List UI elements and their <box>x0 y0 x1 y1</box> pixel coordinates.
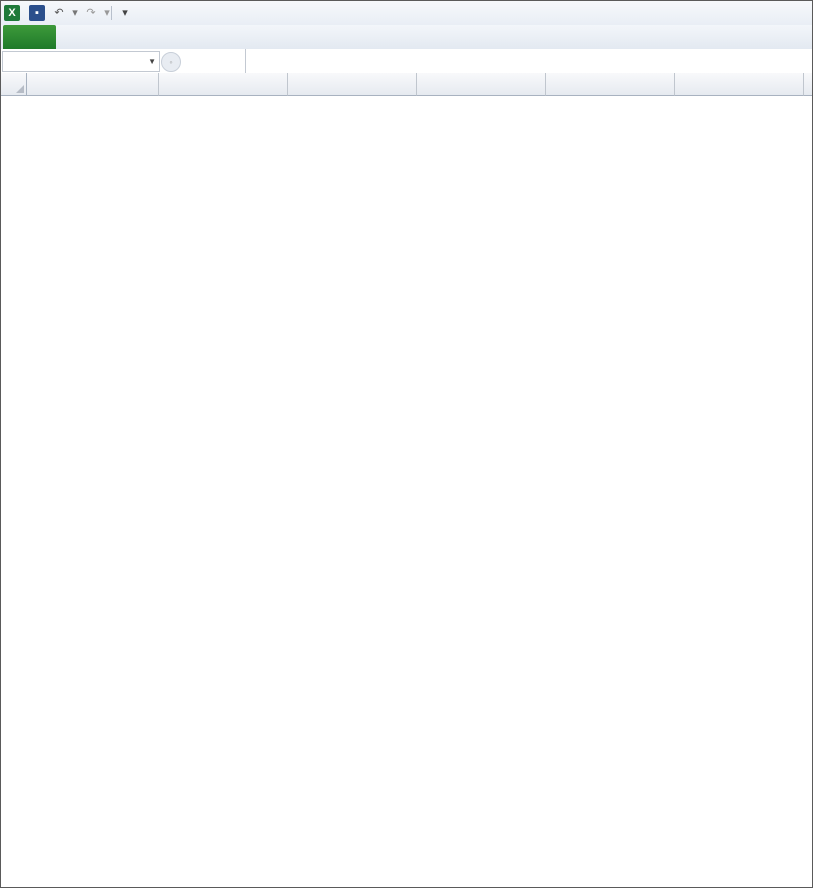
select-all-corner[interactable] <box>1 73 27 96</box>
customize-toolbar-icon[interactable]: ▾ <box>122 7 128 19</box>
column-header-e[interactable] <box>546 73 675 96</box>
formula-bar-resize-icon[interactable]: ◦ <box>161 52 181 72</box>
column-header-d[interactable] <box>417 73 546 96</box>
name-box[interactable] <box>2 51 160 72</box>
redo-icon[interactable]: ↷ <box>86 7 96 19</box>
name-box-dropdown-icon[interactable]: ▼ <box>148 57 156 66</box>
formula-bar <box>1 49 812 74</box>
save-icon[interactable]: ▪ <box>29 5 45 21</box>
excel-app-icon[interactable]: X <box>4 5 20 21</box>
undo-dropdown-icon[interactable]: ▾ <box>72 7 78 19</box>
tab-file[interactable] <box>3 25 56 49</box>
column-header-b[interactable] <box>159 73 288 96</box>
column-header-c[interactable] <box>288 73 417 96</box>
formula-bar-divider <box>245 49 246 73</box>
formula-input[interactable] <box>247 51 812 70</box>
toolbar-separator <box>111 6 112 20</box>
column-header-f[interactable] <box>675 73 804 96</box>
column-header-g[interactable] <box>804 73 813 96</box>
redo-dropdown-icon[interactable]: ▾ <box>104 7 110 19</box>
ribbon-tabs <box>1 25 812 50</box>
quick-access-toolbar <box>1 1 812 26</box>
column-header-a[interactable] <box>27 73 159 96</box>
undo-icon[interactable]: ↶ <box>54 7 64 19</box>
